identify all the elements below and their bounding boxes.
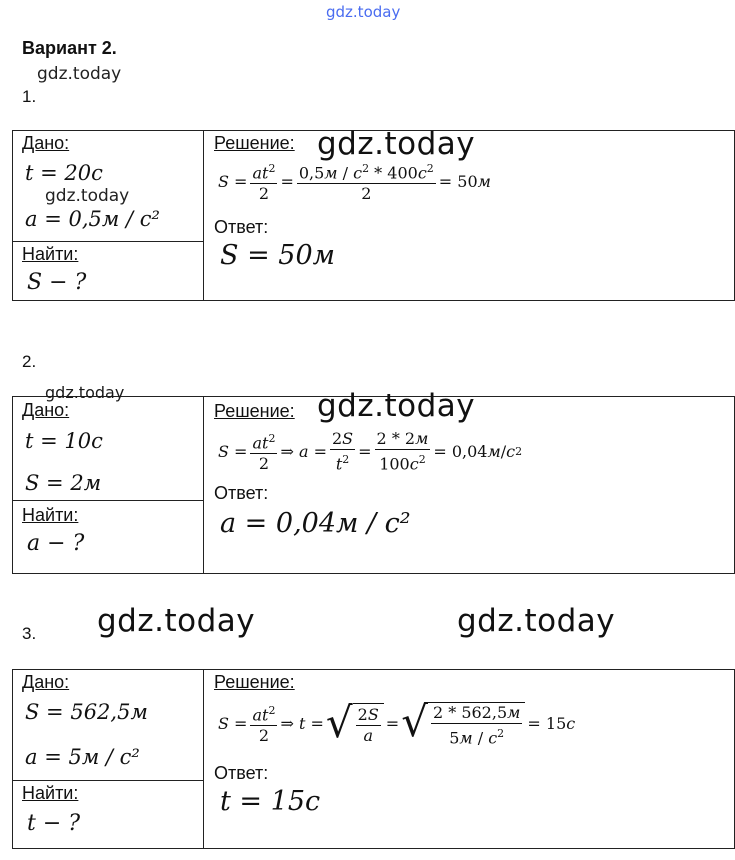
watermark: gdz.today: [317, 126, 476, 162]
find-cell: [13, 241, 204, 300]
watermark: gdz.today: [326, 3, 401, 21]
task-number: 3.: [22, 624, 37, 643]
given-value: a = 0,5м / с²: [25, 207, 160, 231]
solution-formula: S = $\frac{at^2}{2}$ ⇒ a = $\frac{2S}{t^2}$ = $\frac{2 * 2м}{100с^2}$ = 0,04 м / с 2: [218, 429, 523, 474]
given-value: t = 10с: [25, 429, 103, 453]
solution-header: Решение:: [214, 672, 295, 692]
watermark: gdz.today: [37, 64, 122, 84]
given-header: Дано:: [22, 133, 70, 153]
find-value: S − ?: [27, 270, 87, 295]
find-value: a − ?: [27, 531, 85, 556]
given-header: Дано:: [22, 400, 70, 420]
find-header: Найти:: [22, 783, 79, 803]
task-2-table: [12, 383, 735, 574]
solution-formula: S = $\frac{at^2}{2}$ ⇒ t = √ $\frac{2S}{a}$ = √ $\frac{2 * 562,5м}{5м / с^2}$ = 15 с: [218, 697, 576, 748]
solution-header: Решение:: [214, 401, 295, 421]
watermark: gdz.today: [45, 383, 125, 402]
find-header: Найти:: [22, 505, 79, 525]
watermark: gdz.today: [457, 603, 616, 639]
given-value: S = 562,5м: [25, 700, 148, 724]
given-value: a = 5м / с²: [25, 745, 140, 769]
task-number: 1.: [22, 87, 37, 106]
answer-value: a = 0,04м / с²: [220, 508, 411, 539]
given-value: S = 2м: [25, 471, 102, 495]
task-number: 2.: [22, 352, 37, 371]
watermark: gdz.today: [317, 388, 476, 424]
given-header: Дано:: [22, 672, 70, 692]
watermark: gdz.today: [97, 603, 256, 639]
answer-value: t = 15с: [220, 786, 321, 817]
page-title: Вариант 2.: [22, 38, 117, 58]
given-cell: [13, 131, 204, 241]
answer-label: Ответ:: [214, 217, 269, 237]
answer-value: S = 50м: [220, 240, 336, 271]
solution-formula: S = $\frac{at^2}{2}$ = $\frac{0,5м / с^2 * 400с^2}{2}$ = 50 м: [218, 159, 491, 204]
given-cell: [13, 670, 204, 780]
task-3-table: [12, 669, 735, 849]
watermark: gdz.today: [45, 186, 130, 206]
find-header: Найти:: [22, 244, 79, 264]
task-1-table: [12, 126, 735, 301]
given-cell: [13, 397, 204, 500]
find-cell: [13, 780, 204, 848]
find-cell: [13, 500, 204, 573]
answer-label: Ответ:: [214, 483, 269, 503]
solution-header: Решение:: [214, 133, 295, 153]
given-value: t = 20с: [25, 161, 103, 185]
find-value: t − ?: [27, 811, 81, 836]
answer-label: Ответ:: [214, 763, 269, 783]
